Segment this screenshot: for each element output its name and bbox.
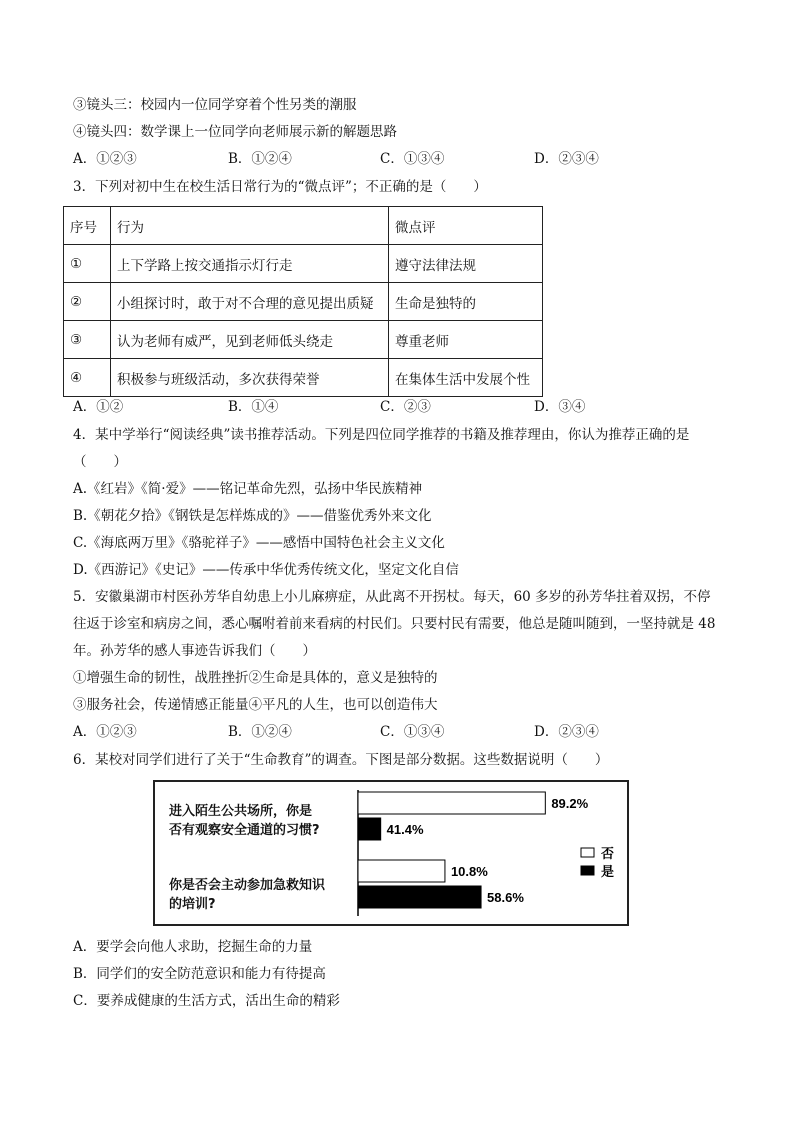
category-label-line: 否有观察安全通道的习惯? — [169, 823, 320, 838]
bar-no-1 — [358, 792, 545, 814]
q3-options — [73, 398, 723, 416]
q6-option-a[interactable]: A．要学会向他人求助，挖掘生命的力量 — [73, 939, 313, 955]
q4-option-d[interactable]: D.《西游记》《史记》——传承中华优秀传统文化，坚定文化自信 — [73, 562, 459, 578]
table-header-row — [64, 207, 543, 245]
table-row — [64, 359, 543, 397]
table-header-cell: 微点评 — [389, 207, 543, 245]
bar-yes-2 — [358, 886, 481, 908]
q5-stem-line-3: 年。孙芳华的感人事迹告诉我们（ ） — [73, 643, 316, 659]
legend-swatch-yes — [581, 866, 594, 875]
q5-items-line-2: ③服务社会，传递情感正能量④平凡的人生，也可以创造伟大 — [73, 697, 438, 713]
q5-stem-line-1: 5．安徽巢湖市村医孙芳华自幼患上小儿麻痹症，从此离不开拐杖。每天，60 多岁的孙芳华拄着双拐，不停 — [73, 589, 711, 605]
q5-option-d[interactable]: D．②③④ — [534, 724, 599, 740]
table-cell: 生命是独特的 — [389, 283, 543, 321]
q3-option-a[interactable]: A．①② — [73, 399, 124, 415]
legend-label-no: 否 — [601, 847, 615, 862]
bar-value-label: 58.6% — [487, 890, 524, 905]
table-cell: ① — [64, 245, 111, 283]
q5-option-a[interactable]: A．①②③ — [73, 724, 137, 740]
bar-value-label: 89.2% — [551, 796, 589, 811]
q3-option-b[interactable]: B．①④ — [228, 399, 279, 415]
q4-stem-line-1: 4．某中学举行“阅读经典”读书推荐活动。下列是四位同学推荐的书籍及推荐理由，你认为推荐正确的是 — [73, 427, 690, 443]
table-header-cell: 行为 — [111, 207, 389, 245]
table-cell: ③ — [64, 321, 111, 359]
category-label-line: 的培训? — [169, 897, 216, 912]
q4-option-b[interactable]: B.《朝花夕拾》《钢铁是怎样炼成的》——借鉴优秀外来文化 — [73, 508, 432, 524]
q4-option-a[interactable]: A.《红岩》《简·爱》——铭记革命先烈，弘扬中华民族精神 — [73, 481, 423, 497]
table-row — [64, 321, 543, 359]
table-cell: ② — [64, 283, 111, 321]
survey-chart — [153, 780, 629, 926]
q5-stem-line-2: 往返于诊室和病房之间，悉心嘱咐着前来看病的村民们。只要村民有需要，他总是随叫随到，一坚持就是 48 — [73, 616, 716, 632]
q5-items-line-1: ①增强生命的韧性，战胜挫折②生命是具体的，意义是独特的 — [73, 670, 438, 686]
q3-option-d[interactable]: D．③④ — [534, 399, 586, 415]
table-cell: 尊重老师 — [389, 321, 543, 359]
q2-option-d[interactable]: D．②③④ — [534, 151, 599, 167]
q4-stem-line-2: （ ） — [73, 454, 127, 470]
q5-options — [73, 723, 723, 741]
q3-stem: 3．下列对初中生在校生活日常行为的“微点评”；不正确的是（ ） — [73, 179, 487, 195]
table-cell: 认为老师有威严，见到老师低头绕走 — [111, 321, 389, 359]
q6-option-c[interactable]: C．要养成健康的生活方式，活出生命的精彩 — [73, 993, 340, 1009]
q2-option-a[interactable]: A．①②③ — [73, 151, 137, 167]
q6-stem: 6．某校对同学们进行了关于“生命教育”的调查。下图是部分数据。这些数据说明（ ） — [73, 752, 609, 768]
q5-option-c[interactable]: C．①③④ — [380, 724, 445, 740]
table-row — [64, 245, 543, 283]
q2-item-4: ④镜头四：数学课上一位同学向老师展示新的解题思路 — [73, 124, 397, 140]
q2-options — [73, 150, 723, 168]
chart-plot — [155, 782, 627, 924]
q6-option-b[interactable]: B．同学们的安全防范意识和能力有待提高 — [73, 966, 326, 982]
bar-no-2 — [358, 860, 445, 882]
table-cell: 在集体生活中发展个性 — [389, 359, 543, 397]
category-label-line: 你是否会主动参加急救知识 — [169, 878, 326, 893]
q3-option-c[interactable]: C．②③ — [380, 399, 431, 415]
table-cell: 小组探讨时，敢于对不合理的意见提出质疑 — [111, 283, 389, 321]
q4-option-c[interactable]: C.《海底两万里》《骆驼祥子》——感悟中国特色社会主义文化 — [73, 535, 445, 551]
table-cell: ④ — [64, 359, 111, 397]
legend-swatch-no — [581, 848, 594, 857]
table-cell: 上下学路上按交通指示灯行走 — [111, 245, 389, 283]
table-row — [64, 283, 543, 321]
bar-value-label: 10.8% — [450, 864, 488, 879]
q2-option-b[interactable]: B．①②④ — [228, 151, 292, 167]
q3-table — [63, 206, 543, 397]
bar-value-label: 41.4% — [386, 822, 424, 837]
legend-label-yes: 是 — [601, 865, 615, 880]
category-label-line: 进入陌生公共场所，你是 — [169, 804, 313, 819]
q2-item-3: ③镜头三：校园内一位同学穿着个性另类的潮服 — [73, 97, 357, 113]
bar-yes-1 — [358, 818, 381, 840]
table-cell: 遵守法律法规 — [389, 245, 543, 283]
q2-option-c[interactable]: C．①③④ — [380, 151, 445, 167]
q5-option-b[interactable]: B．①②④ — [228, 724, 292, 740]
table-cell: 积极参与班级活动，多次获得荣誉 — [111, 359, 389, 397]
table-header-cell: 序号 — [64, 207, 111, 245]
